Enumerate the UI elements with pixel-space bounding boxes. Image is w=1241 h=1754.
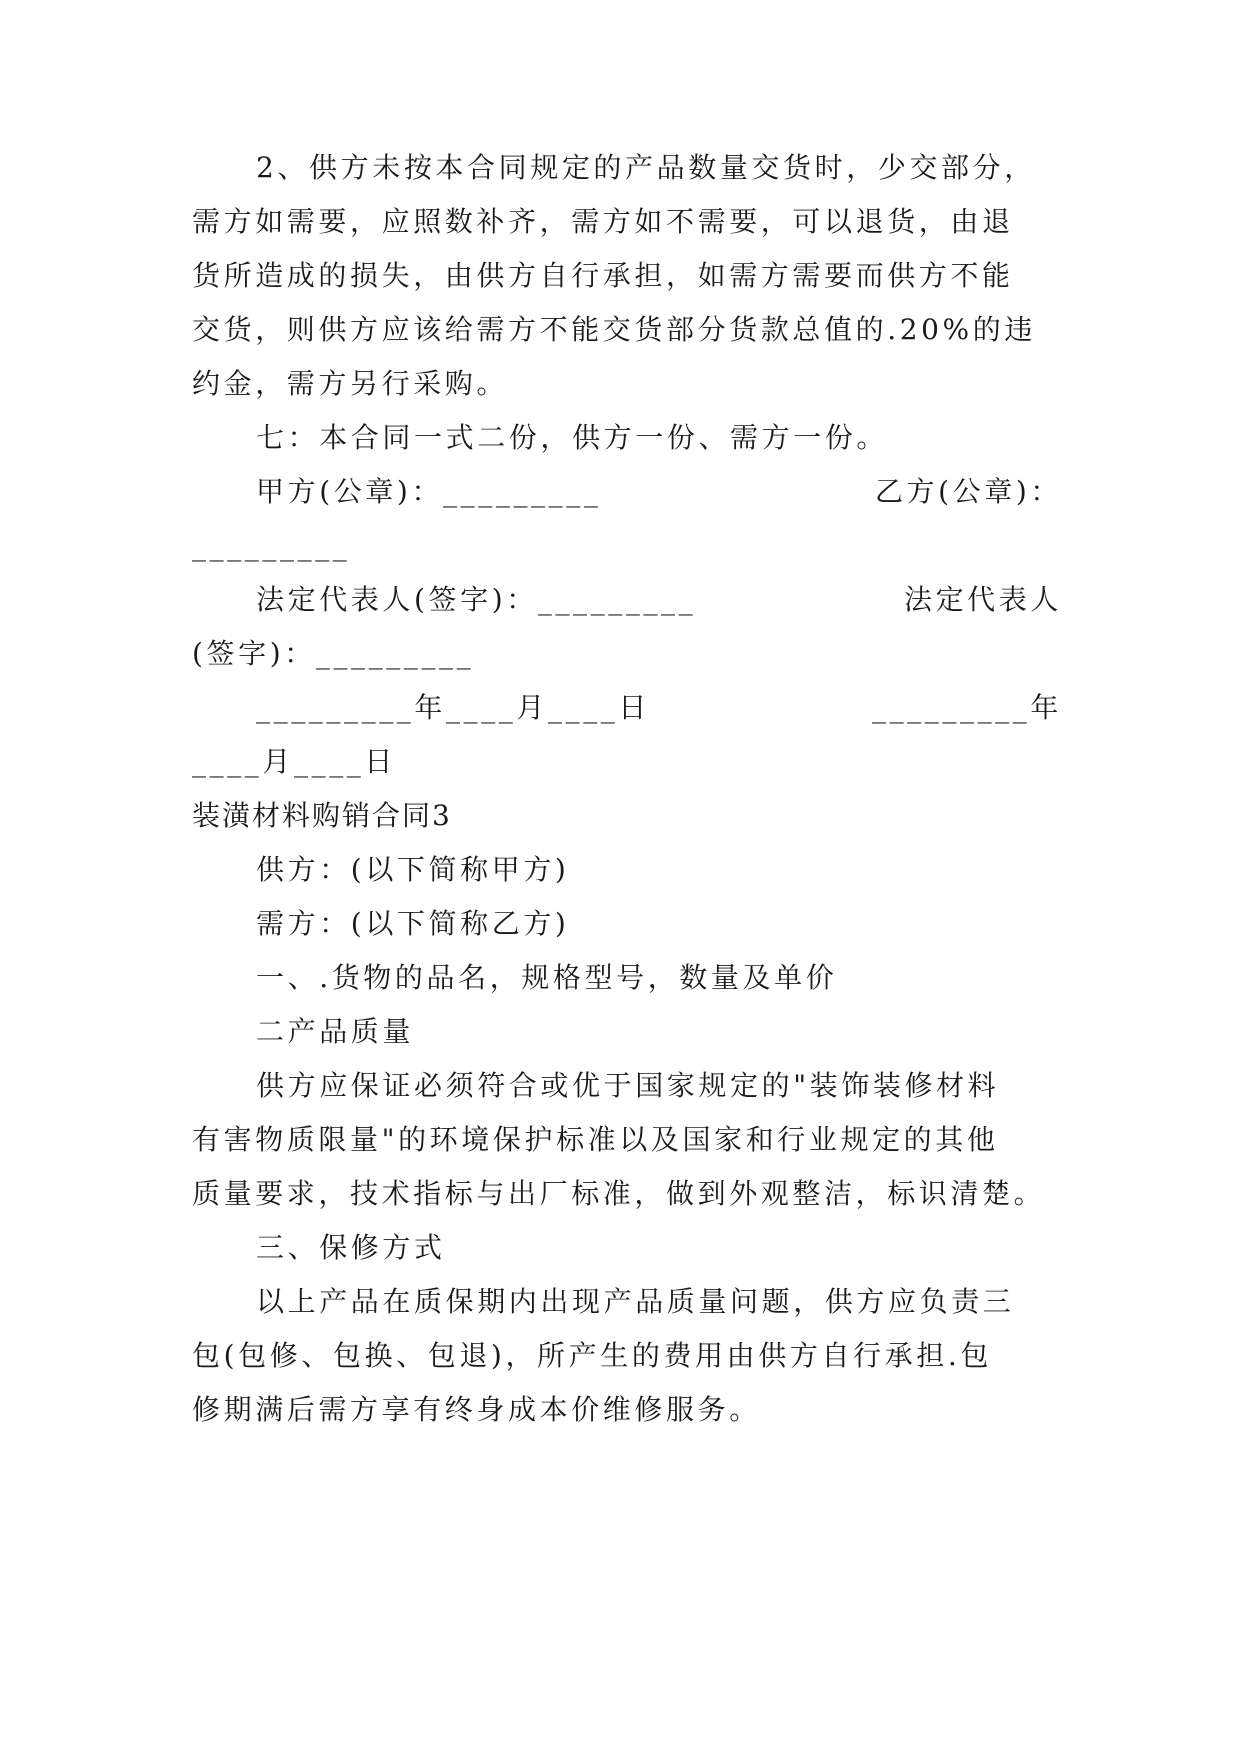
contract-title: 装潢材料购销合同3 bbox=[192, 799, 452, 832]
paragraph-line: 包(包修、包换、包退)，所产生的费用由供方自行承担.包 bbox=[192, 1339, 992, 1372]
party-b-seal-blank: _________ bbox=[192, 529, 351, 562]
date-row bbox=[256, 688, 1062, 728]
seal-row bbox=[256, 472, 1062, 512]
section-1-heading: 一、.货物的品名，规格型号，数量及单价 bbox=[256, 961, 838, 994]
rep-b-cont: (签字)：_________ bbox=[192, 637, 475, 670]
date-b-cont: ____月____日 bbox=[192, 745, 397, 778]
paragraph-line: 货所造成的损失，由供方自行承担，如需方需要而供方不能 bbox=[192, 259, 1014, 292]
date-a: _________年____月____日 bbox=[256, 691, 651, 724]
party-a-seal: 甲方(公章)：_________ bbox=[256, 475, 602, 508]
date-b: _________年 bbox=[871, 691, 1062, 724]
clause-7: 七：本合同一式二份，供方一份、需方一份。 bbox=[256, 421, 889, 454]
rep-b: 法定代表人 bbox=[903, 583, 1062, 616]
paragraph-line: 约金，需方另行采购。 bbox=[192, 367, 509, 400]
paragraph-line: 需方如需要，应照数补齐，需方如不需要，可以退货，由退 bbox=[192, 205, 1014, 238]
buyer-line: 需方：(以下简称乙方) bbox=[256, 907, 570, 940]
paragraph-line: 质量要求，技术指标与出厂标准，做到外观整洁，标识清楚。 bbox=[192, 1177, 1046, 1210]
supplier-line: 供方：(以下简称甲方) bbox=[256, 853, 570, 886]
paragraph-line: 供方应保证必须符合或优于国家规定的"装饰装修材料 bbox=[256, 1069, 1000, 1102]
paragraph-line: 2、供方未按本合同规定的产品数量交货时，少交部分， bbox=[256, 151, 1036, 184]
paragraph-line: 以上产品在质保期内出现产品质量问题，供方应负责三 bbox=[256, 1285, 1015, 1318]
party-b-seal: 乙方(公章)： bbox=[874, 475, 1062, 508]
representative-row bbox=[256, 580, 1062, 620]
section-3-heading: 三、保修方式 bbox=[256, 1231, 446, 1264]
section-2-heading: 二产品质量 bbox=[256, 1015, 415, 1048]
paragraph-line: 交货，则供方应该给需方不能交货部分货款总值的.20%的违 bbox=[192, 313, 1036, 346]
rep-a: 法定代表人(签字)：_________ bbox=[256, 583, 697, 616]
paragraph-line: 修期满后需方享有终身成本价维修服务。 bbox=[192, 1393, 761, 1426]
paragraph-line: 有害物质限量"的环境保护标准以及国家和行业规定的其他 bbox=[192, 1123, 999, 1156]
